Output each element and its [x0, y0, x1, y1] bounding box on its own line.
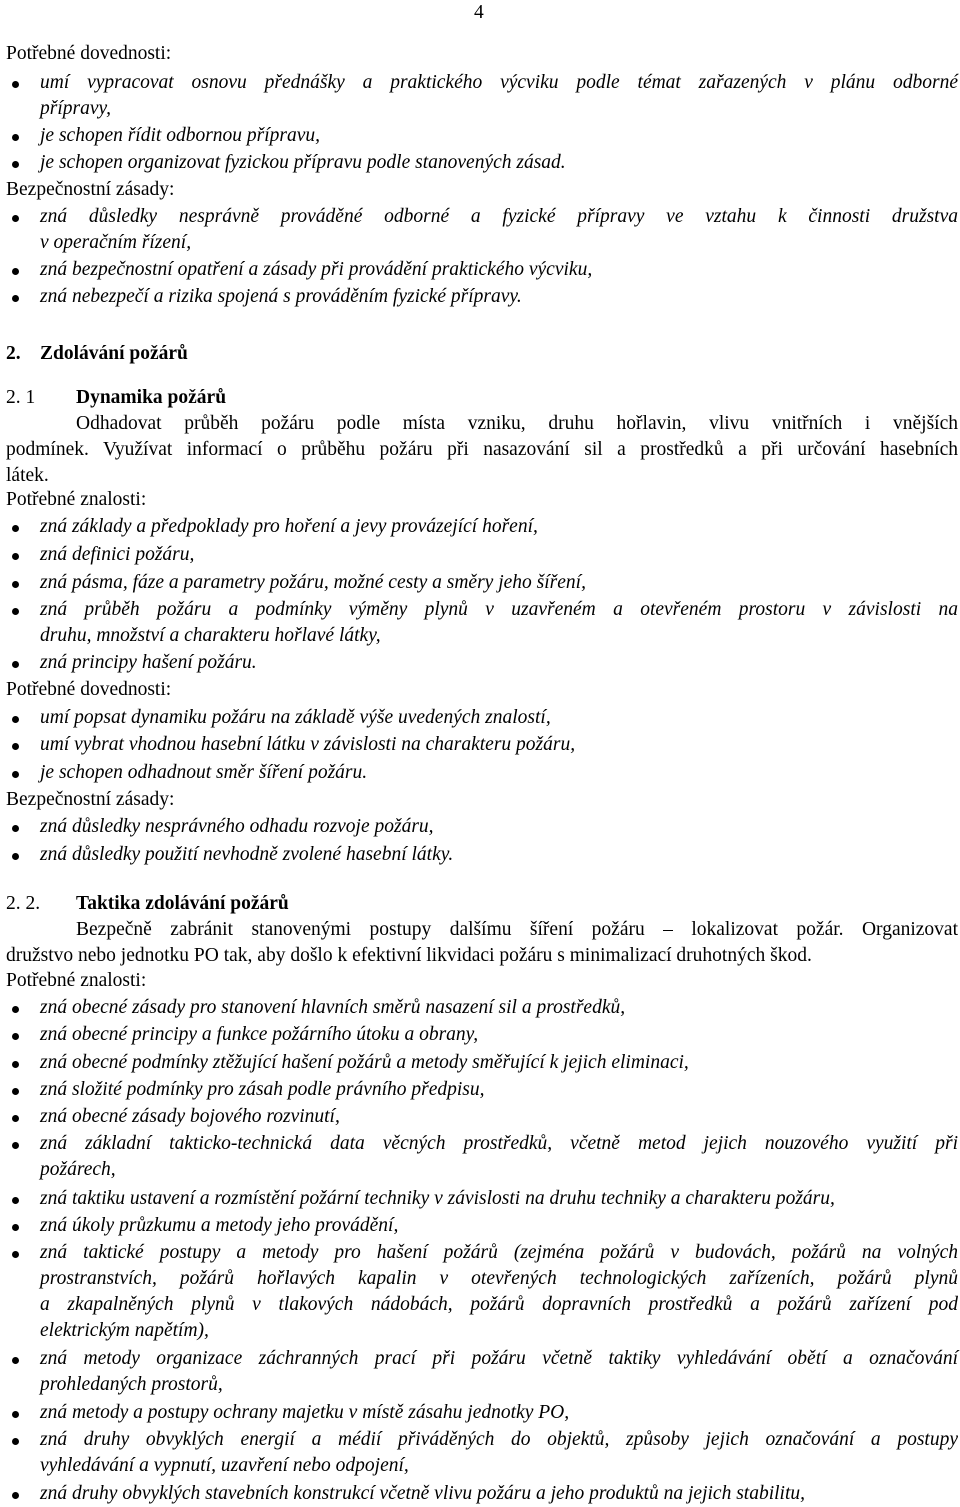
bullet-icon [12, 1411, 19, 1418]
section-2-1-title: Dynamika požárů [76, 387, 227, 408]
section-2-1-intro-line-2: podmínek. Využívat informací o průběhu požáru při nasazování sil a prostředků a při určování hasebních [6, 439, 958, 460]
bullet-icon [12, 1088, 19, 1095]
bullet-icon [12, 661, 19, 668]
knowledge-item-text: zná obecné podmínky ztěžující hašení požárů a metody směřující k jejich eliminaci, [40, 1052, 689, 1073]
bullet-icon [12, 716, 19, 723]
knowledge-item-text: zná druhy obvyklých stavebních konstrukcí včetně vlivu požáru a jeho produktů na jejich stabilitu, [40, 1483, 806, 1504]
knowledge-item-text: prostranstvích, požárů hořlavých kapalin v otevřených technologických zařízeních, požárů plynů [40, 1268, 958, 1289]
bullet-icon [12, 1197, 19, 1204]
section-2-title: Zdolávání požárů [40, 343, 188, 364]
safety-item-text: zná důsledky použití nevhodně zvolené hasební látky. [40, 844, 454, 865]
safety-item-text: v operačním řízení, [40, 232, 192, 253]
skill-item-text: je schopen odhadnout směr šíření požáru. [40, 762, 368, 783]
bullet-icon [12, 771, 19, 778]
skill-item-text: je schopen organizovat fyzickou přípravu podle stanovených zásad. [40, 152, 566, 173]
knowledge-item-text: zná taktiku ustavení a rozmístění požární techniky v závislosti na druhu techniky a charakteru požáru, [40, 1188, 835, 1209]
section-2-2-intro-line-1: Bezpečně zabránit stanovenými postupy dalšímu šíření požáru – lokalizovat požár. Organizovat [76, 919, 958, 940]
knowledge-item-text: zná definici požáru, [40, 544, 195, 565]
safety-item-text: zná nebezpečí a rizika spojená s prováděním fyzické přípravy. [40, 286, 522, 307]
skill-item-text: umí popsat dynamiku požáru na základě výše uvedených znalostí, [40, 707, 551, 728]
knowledge-item-text: zná obecné zásady bojového rozvinutí, [40, 1106, 340, 1127]
section-2-1-number: 2. 1 [6, 387, 36, 408]
heading-knowledge-2-2: Potřebné znalosti: [6, 970, 147, 991]
knowledge-item-text: zná základní takticko-technická data věcných prostředků, včetně metod jejich nouzového využití při [40, 1133, 958, 1154]
bullet-icon [12, 1224, 19, 1231]
knowledge-item-text: zná pásma, fáze a parametry požáru, možné cesty a směry jeho šíření, [40, 572, 586, 593]
knowledge-item-text: zná základy a předpoklady pro hoření a jevy provázející hoření, [40, 516, 538, 537]
knowledge-item-text: zná úkoly průzkumu a metody jeho provádění, [40, 1215, 399, 1236]
bullet-icon [12, 525, 19, 532]
bullet-icon [12, 553, 19, 560]
skill-item-text: přípravy, [40, 98, 111, 119]
knowledge-item-text: a zkapalněných plynů v tlakových nádobách, požárů dopravních prostředků a požárů zařízení pod [40, 1294, 958, 1315]
section-2-2-title: Taktika zdolávání požárů [76, 893, 289, 914]
bullet-icon [12, 1357, 19, 1364]
bullet-icon [12, 608, 19, 615]
section-2-2-intro-line-2: družstvo nebo jednotku PO tak, aby došlo k efektivní likvidaci požáru s minimalizací druhotných škod. [6, 945, 812, 966]
bullet-icon [12, 1492, 19, 1499]
safety-item-text: zná důsledky nesprávně prováděné odborné a fyzické přípravy ve vztahu k činnosti družstva [40, 206, 958, 227]
bullet-icon [12, 215, 19, 222]
section-2-2-number: 2. 2. [6, 893, 41, 914]
skill-item-text: umí vybrat vhodnou hasební látku v závislosti na charakteru požáru, [40, 734, 576, 755]
bullet-icon [12, 81, 19, 88]
heading-safety-1: Bezpečnostní zásady: [6, 179, 175, 200]
skill-item-text: umí vypracovat osnovu přednášky a praktického výcviku podle témat zařazených v plánu odborné [40, 72, 958, 93]
bullet-icon [12, 853, 19, 860]
knowledge-item-text: zná složité podmínky pro zásah podle právního předpisu, [40, 1079, 485, 1100]
bullet-icon [12, 1006, 19, 1013]
heading-knowledge-2-1: Potřebné znalosti: [6, 489, 147, 510]
bullet-icon [12, 1438, 19, 1445]
knowledge-item-text: požárech, [40, 1159, 116, 1180]
section-2-number: 2. [6, 343, 21, 364]
knowledge-item-text: zná obecné zásady pro stanovení hlavních směrů nasazení sil a prostředků, [40, 997, 626, 1018]
bullet-icon [12, 161, 19, 168]
knowledge-item-text: zná metody a postupy ochrany majetku v místě zásahu jednotky PO, [40, 1402, 570, 1423]
knowledge-item-text: zná obecné principy a funkce požárního útoku a obrany, [40, 1024, 479, 1045]
knowledge-item-text: elektrickým napětím), [40, 1320, 209, 1341]
knowledge-item-text: zná metody organizace záchranných prací při požáru včetně taktiky vyhledávání obětí a označování [40, 1348, 958, 1369]
safety-item-text: zná bezpečnostní opatření a zásady při provádění praktického výcviku, [40, 259, 593, 280]
page-number: 4 [474, 2, 484, 23]
bullet-icon [12, 825, 19, 832]
knowledge-item-text: zná principy hašení požáru. [40, 652, 257, 673]
knowledge-item-text: zná druhy obvyklých energií a médií přiváděných do objektů, způsoby jejich označování a postupy [40, 1429, 958, 1450]
knowledge-item-text: prohledaných prostorů, [40, 1374, 223, 1395]
safety-item-text: zná důsledky nesprávného odhadu rozvoje požáru, [40, 816, 434, 837]
bullet-icon [12, 1033, 19, 1040]
heading-skills-1: Potřebné dovednosti: [6, 43, 172, 64]
skill-item-text: je schopen řídit odbornou přípravu, [40, 125, 321, 146]
knowledge-item-text: zná taktické postupy a metody pro hašení požárů (zejména požárů v budovách, požárů na volných [40, 1242, 958, 1263]
knowledge-item-text: druhu, množství a charakteru hořlavé látky, [40, 625, 381, 646]
bullet-icon [12, 134, 19, 141]
bullet-icon [12, 1251, 19, 1258]
bullet-icon [12, 1061, 19, 1068]
bullet-icon [12, 295, 19, 302]
bullet-icon [12, 268, 19, 275]
bullet-icon [12, 743, 19, 750]
knowledge-item-text: vyhledávání a vypnutí, uzavření nebo odpojení, [40, 1455, 409, 1476]
section-2-1-intro-line-3: látek. [6, 465, 49, 486]
knowledge-item-text: zná průběh požáru a podmínky výměny plynů v uzavřeném a otevřeném prostoru v závislosti na [40, 599, 958, 620]
bullet-icon [12, 1142, 19, 1149]
bullet-icon [12, 581, 19, 588]
heading-skills-2-1: Potřebné dovednosti: [6, 679, 172, 700]
heading-safety-2-1: Bezpečnostní zásady: [6, 789, 175, 810]
bullet-icon [12, 1115, 19, 1122]
section-2-1-intro-line-1: Odhadovat průběh požáru podle místa vzniku, druhu hořlavin, vlivu vnitřních i vnějších [76, 413, 958, 434]
